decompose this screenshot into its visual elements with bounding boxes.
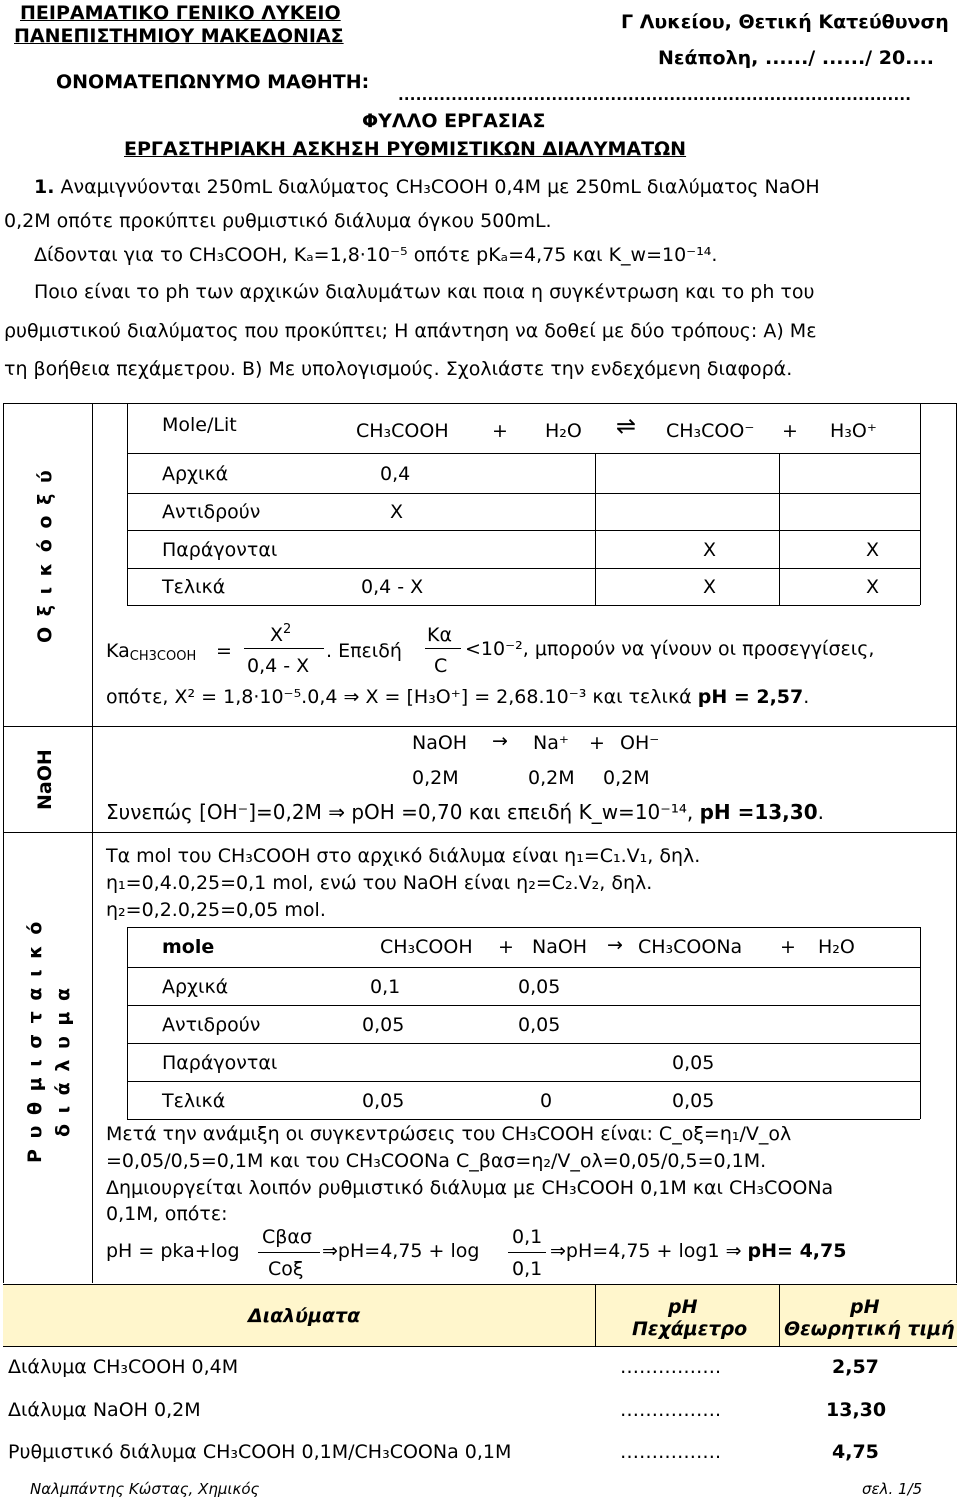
side-label-buffer-2: δ ι ά λ υ μ α [52,985,74,1137]
results-header-ph-meter-sub: Πεχάμετρο [632,1318,748,1340]
buffer-intro-3: η₂=0,2.0,25=0,05 mol. [106,899,326,921]
buffer-product-1: CH₃COONa [638,936,743,958]
frame-right [956,403,957,1283]
buffer-plus-2: + [780,936,796,958]
acid-reactant-1: CH₃COOH [356,420,449,442]
base-plus: + [589,732,605,754]
buffer-ph-result: pH= 4,75 [747,1240,847,1262]
side-label-base: NaOH [34,749,56,810]
acid-result-line: οπότε, X² = 1,8·10⁻⁵.0,4 ⇒ X = [H₃O⁺] = 2,68.10⁻³ και τελικά pH = 2,57. [106,686,810,708]
problem-question-b: ρυθμιστικού διαλύματος που προκύπτει; Η απάντηση να δοθεί με δύο τρόπους: Α) Με [4,320,817,342]
problem-paragraph-1a [34,176,820,198]
acid-row-value: X [703,576,717,598]
acid-row-value: X [866,576,880,598]
ratio-denominator: C [434,655,448,677]
buffer-intro-1: Τα mol του CH₃COOH στο αρχικό διάλυμα είναι η₁=C₁.V₁, δηλ. [106,845,701,867]
base-result-line: Συνεπώς [OH⁻]=0,2M ⇒ pOH =0,70 και επειδή K_w=10⁻¹⁴, pH =13,30. [106,800,824,824]
ph-formula-end: ⇒pH=4,75 + log1 ⇒ pH= 4,75 [550,1240,847,1262]
results-header-solutions: Διαλύματα [248,1305,361,1327]
arrow-right-icon: → [607,934,623,956]
acid-row-label: Τελικά [162,576,226,598]
acid-plus-2: + [782,420,798,442]
buffer-row-label: Τελικά [162,1090,226,1112]
buffer-intro-2: η₁=0,4.0,25=0,1 mol, ενώ του NaOH είναι η₂=C₂.V₂, δηλ. [106,872,653,894]
acid-product-2: H₃O⁺ [830,420,877,442]
results-row-theory: 4,75 [832,1441,879,1463]
results-row-name: Διάλυμα CH₃COOH 0,4M [8,1356,239,1378]
ph-fraction-1-denominator: Cοξ [268,1258,304,1280]
acid-row-value: X [390,501,404,523]
acid-unit-label: Mole/Lit [162,414,237,436]
student-name-label: ΟΝΟΜΑΤΕΠΩΝΥΜΟ ΜΑΘΗΤΗ: [56,71,370,93]
buffer-after-4: 0,1M, οπότε: [106,1203,228,1225]
buffer-row-label: Αρχικά [162,976,229,998]
results-row-meter[interactable]: ……………. [620,1441,722,1463]
footer-author: Ναλμπάντης Κώστας, Χημικός [30,1480,260,1498]
arrow-right-icon: → [492,730,508,752]
ph-fraction-1-numerator: Cβασ [262,1226,312,1248]
student-name-field[interactable]: ....................................................................................... [398,86,912,104]
ka-fraction-denominator: 0,4 - X [247,655,310,677]
school-name-line2: ΠΑΝΕΠΙΣΤΗΜΙΟΥ ΜΑΚΕΔΟΝΙΑΣ [14,25,344,47]
ratio-numerator: Κα [427,624,452,646]
exercise-title: ΕΡΓΑΣΤΗΡΙΑΚΗ ΑΣΚΗΣΗ ΡΥΘΜΙΣΤΙΚΩΝ ΔΙΑΛΥΜΑΤΩΝ [124,138,687,160]
base-species-1: NaOH [412,732,468,754]
results-row-theory: 2,57 [832,1356,879,1378]
ph-formula-middle: ⇒pH=4,75 + log [322,1240,480,1262]
acid-row-label: Παράγονται [162,539,278,561]
base-ph-result: pH =13,30 [699,800,818,824]
acid-row-value: 0,4 - X [361,576,424,598]
acid-ph-result: pH = 2,57 [697,686,804,708]
buffer-row-value: 0,1 [370,976,401,998]
side-divider [92,403,93,1283]
date-line: Νεάπολη, ....../ ....../ 20.... [658,47,935,69]
buffer-row-value: 0,05 [362,1090,405,1112]
buffer-row-value: 0,05 [518,976,561,998]
buffer-row-value: 0,05 [672,1052,715,1074]
base-conc-3: 0,2M [603,767,650,789]
ratio-bar [425,648,461,649]
acid-row-label: Αντιδρούν [162,501,261,523]
buffer-unit-label: mole [162,936,215,958]
school-name-line1: ΠΕΙΡΑΜΑΤΙΚΟ ΓΕΝΙΚΟ ΛΥΚΕΙΟ [20,2,341,24]
side-label-acid: Ο ξ ι κ ό ο ξ ύ [34,468,56,643]
problem-question-a: Ποιο είναι το ph των αρχικών διαλυμάτων και ποια η συγκέντρωση και το ph του [34,281,815,303]
frame-left [3,403,4,1283]
results-row-meter[interactable]: ……………. [620,1356,722,1378]
buffer-row-label: Παράγονται [162,1052,278,1074]
acid-row-value: 0,4 [380,463,411,485]
base-conc-2: 0,2M [528,767,575,789]
results-row-name: Διάλυμα NaOH 0,2M [8,1399,201,1421]
base-species-3: OH⁻ [620,732,660,754]
results-row-meter[interactable]: ……………. [620,1399,722,1421]
ka-label: $Ka_{CH3COOH}$ [106,640,197,664]
ph-fraction-1-bar [258,1252,320,1253]
buffer-product-2: H₂O [818,936,855,958]
problem-text: Αναμιγνύονται 250mL διαλύματος CH₃COOH 0,4M με 250mL διαλύματος NaOH [60,176,820,198]
ph-fraction-2-denominator: 0,1 [512,1258,543,1280]
problem-question-c: τη βοήθεια πεχάμετρου. Β) Με υπολογισμούς. Σχολιάστε την ενδεχόμενη διαφορά. [4,358,793,380]
ph-formula-start: pH = pka+log [106,1240,240,1262]
buffer-row-label: Αντιδρούν [162,1014,261,1036]
buffer-after-2: =0,05/0,5=0,1M και του CH₃COONa C_βασ=η₂/V_ολ=0,05/0,5=0,1M. [106,1150,767,1172]
buffer-after-3: Δημιουργείται λοιπόν ρυθμιστικό διάλυμα με CH₃COOH 0,1M και CH₃COONa [106,1177,834,1199]
problem-number: 1. [34,176,55,198]
approximation-text: <10⁻², μπορούν να γίνουν οι προσεγγίσεις, [465,638,875,660]
buffer-reactant-2: NaOH [532,936,588,958]
buffer-row-value: 0,05 [672,1090,715,1112]
results-header-ph-meter: pH [668,1296,698,1318]
results-row-theory: 13,30 [826,1399,887,1421]
worksheet-title: ΦΥΛΛΟ ΕΡΓΑΣΙΑΣ [362,110,546,132]
since-text: . Επειδή [326,640,402,662]
footer-page-number: σελ. 1/5 [862,1480,923,1498]
buffer-reactant-1: CH₃COOH [380,936,473,958]
acid-plus-1: + [492,420,508,442]
results-row-name: Ρυθμιστικό διάλυμα CH₃COOH 0,1M/CH₃COONa 0,1M [8,1441,512,1463]
ka-equals: = [216,640,232,662]
side-label-buffer-1: Ρ υ θ μ ι σ τ α ι κ ό [24,919,46,1163]
results-header-ph-theory: pH [850,1296,880,1318]
buffer-after-1: Μετά την ανάμιξη οι συγκεντρώσεις του CH₃COOH είναι: C_οξ=η₁/V_ολ [106,1123,792,1145]
buffer-row-value: 0,05 [362,1014,405,1036]
acid-row-value: X [866,539,880,561]
ka-fraction-numerator: $X^2$ [270,622,292,646]
buffer-row-value: 0,05 [518,1014,561,1036]
base-species-2: Na⁺ [533,732,569,754]
ph-fraction-2-bar [508,1252,546,1253]
section-divider-1 [3,726,957,727]
buffer-plus-1: + [498,936,514,958]
results-header-ph-theory-sub: Θεωρητική τιμή [784,1318,955,1340]
problem-paragraph-1b: 0,2M οπότε προκύπτει ρυθμιστικό διάλυμα όγκου 500mL. [4,210,552,232]
ph-fraction-2-numerator: 0,1 [512,1226,543,1248]
course-label: Γ Λυκείου, Θετική Κατεύθυνση [621,11,949,33]
section-divider-2 [3,832,957,833]
ka-fraction-bar [244,648,324,649]
acid-product-1: CH₃COO⁻ [666,420,755,442]
acid-reactant-2: H₂O [545,420,582,442]
problem-given: Δίδονται για το CH₃COOH, Kₐ=1,8·10⁻⁵ οπότε pKₐ=4,75 και K_w=10⁻¹⁴. [34,244,718,266]
equilibrium-arrow-icon: ⇌ [616,412,637,440]
acid-row-value: X [703,539,717,561]
base-conc-1: 0,2M [412,767,459,789]
acid-row-label: Αρχικά [162,463,229,485]
buffer-row-value: 0 [540,1090,553,1112]
